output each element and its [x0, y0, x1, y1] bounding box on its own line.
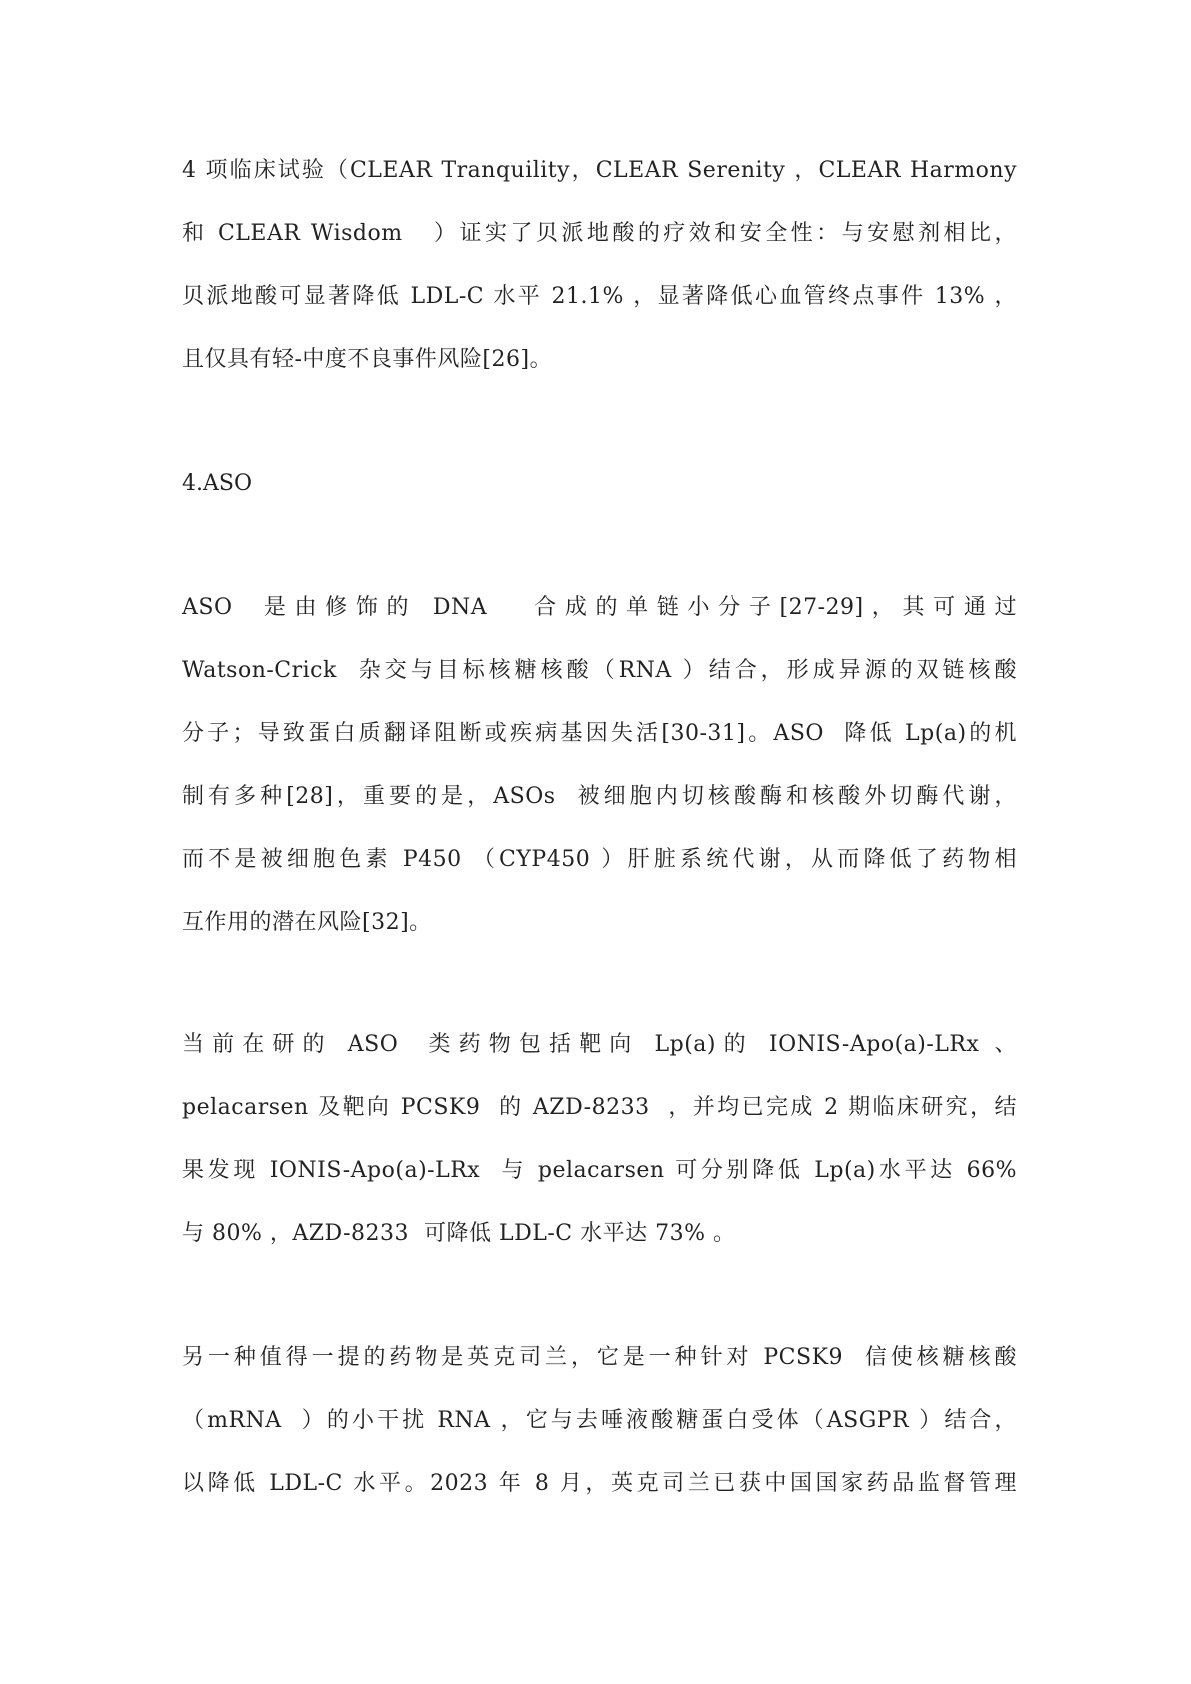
text-line: （mRNA ）的小干扰 RNA ，它与去唾液酸糖蛋白受体（ASGPR ）结合，: [182, 1408, 1017, 1433]
paragraph-clear-trials: [182, 139, 1017, 391]
text-line: 另一种值得一提的药物是英克司兰，它是一种针对 PCSK9 信使核糖核酸: [182, 1345, 1017, 1370]
text-line: 果发现 IONIS-Apo(a)-LRx 与 pelacarsen 可分别降低 Lp(a)水平达 66%: [182, 1158, 1017, 1183]
text-line: 分子；导致蛋白质翻译阻断或疾病基因失活[30-31]。ASO 降低 Lp(a)的机: [182, 721, 1017, 746]
text-line: 贝派地酸可显著降低 LDL-C 水平 21.1% ，显著降低心血管终点事件 13% ，: [182, 284, 1017, 309]
text-line: 且仅具有轻-中度不良事件风险[26]。: [182, 347, 553, 372]
text-line: 4 项临床试验（CLEAR Tranquility，CLEAR Serenity ，CLEAR Harmony: [182, 158, 1017, 183]
text-line: ASO 是由修饰的 DNA 合成的单链小分子[27-29]，其可通过: [182, 595, 1017, 620]
text-line: 和 CLEAR Wisdom ）证实了贝派地酸的疗效和安全性：与安慰剂相比，: [182, 221, 1017, 246]
text-line: 互作用的潜在风险[32]。: [182, 910, 432, 935]
section-heading: 4.ASO: [182, 471, 252, 496]
text-line: 而不是被细胞色素 P450 （CYP450 ）肝脏系统代谢，从而降低了药物相: [182, 847, 1017, 872]
text-line: pelacarsen 及靶向 PCSK9 的 AZD-8233 ，并均已完成 2 期临床研究，结: [182, 1095, 1017, 1120]
paragraph-aso-intro: [182, 576, 1017, 954]
text-line: 制有多种[28]，重要的是，ASOs 被细胞内切核酸酶和核酸外切酶代谢，: [182, 784, 1017, 809]
text-line: 当前在研的 ASO 类药物包括靶向 Lp(a)的 IONIS-Apo(a)-LRx 、: [182, 1032, 1017, 1057]
paragraph-aso-drugs: [182, 1013, 1017, 1265]
text-line: 与 80% ，AZD-8233 可降低 LDL-C 水平达 73% 。: [182, 1221, 736, 1246]
paragraph-inclisiran: [182, 1326, 1017, 1515]
text-line: Watson-Crick 杂交与目标核糖核酸（RNA ）结合，形成异源的双链核酸: [182, 658, 1017, 683]
text-line: 以降低 LDL-C 水平。2023 年 8 月，英克司兰已获中国国家药品监督管理: [182, 1471, 1017, 1496]
